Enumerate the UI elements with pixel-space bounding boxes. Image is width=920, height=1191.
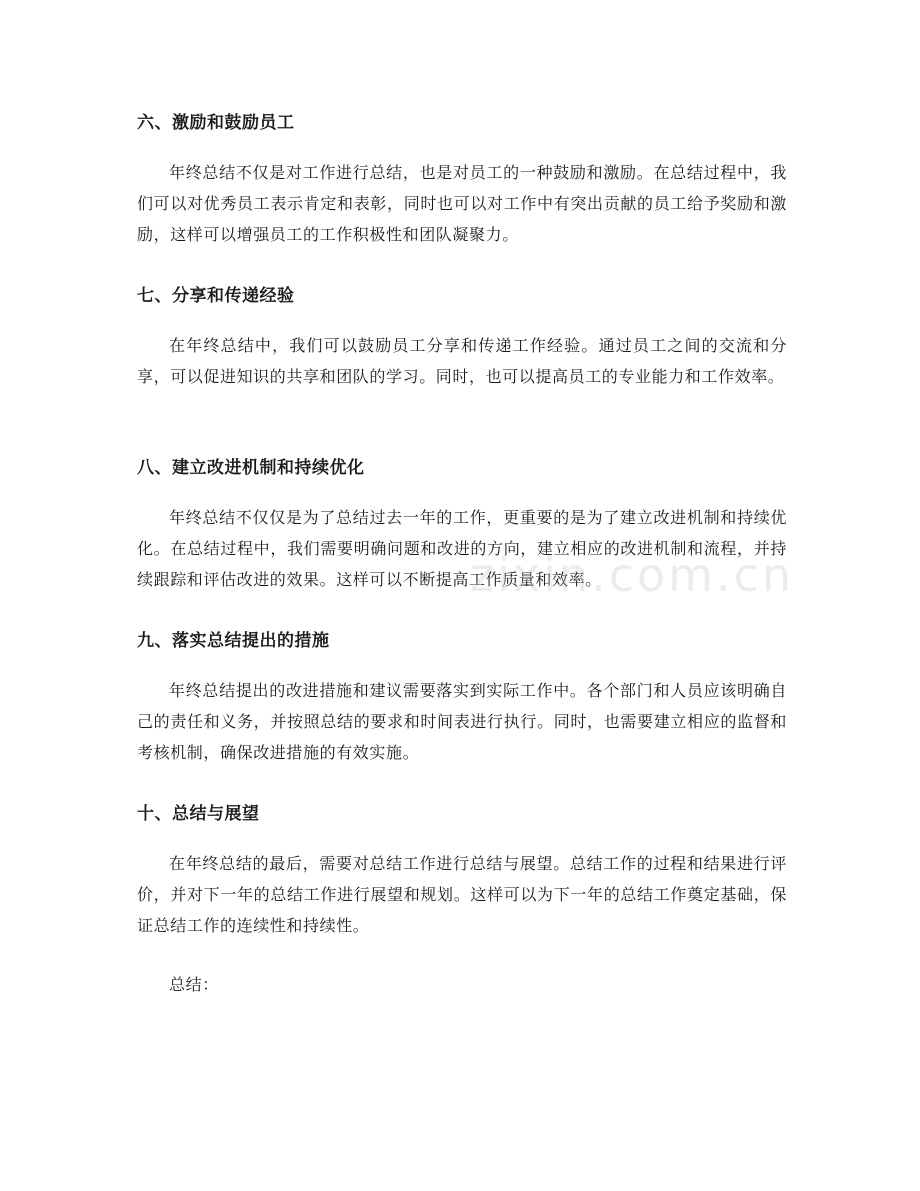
section-heading: 六、激励和鼓励员工 [137,113,295,133]
summary-label: 总结： [169,975,219,994]
section-paragraph: 在年终总结中，我们可以鼓励员工分享和传递工作经验。通过员工之间的交流和分享，可以促进知识的共享和团队的学习。同时，也可以提高员工的专业能力和工作效率。 [137,336,787,386]
section-10 [137,802,787,941]
section-7 [137,284,787,392]
section-6 [137,111,787,250]
section-heading: 十、总结与展望 [137,804,260,824]
section-paragraph: 年终总结不仅仅是为了总结过去一年的工作，更重要的是为了建立改进机制和持续优化。在总结过程中，我们需要明确问题和改进的方向，建立相应的改进机制和流程，并持续跟踪和评估改进的效果。这样可以不断提高工作质量和效率。 [137,508,787,589]
section-heading: 九、落实总结提出的措施 [137,631,330,651]
section-9 [137,629,787,768]
watermark: zixin.com.cn [470,548,795,602]
section-paragraph: 年终总结不仅是对工作进行总结，也是对员工的一种鼓励和激励。在总结过程中，我们可以对优秀员工表示肯定和表彰，同时也可以对工作中有突出贡献的员工给予奖励和激励，这样可以增强员工的工作积极性和团队凝聚力。 [137,163,787,244]
section-paragraph: 在年终总结的最后，需要对总结工作进行总结与展望。总结工作的过程和结果进行评价，并对下一年的总结工作进行展望和规划。这样可以为下一年的总结工作奠定基础，保证总结工作的连续性和持续性。 [137,854,787,935]
section-paragraph: 年终总结提出的改进措施和建议需要落实到实际工作中。各个部门和人员应该明确自己的责任和义务，并按照总结的要求和时间表进行执行。同时，也需要建立相应的监督和考核机制，确保改进措施的有效实施。 [137,681,787,762]
section-heading: 七、分享和传递经验 [137,286,295,306]
section-heading: 八、建立改进机制和持续优化 [137,458,365,478]
